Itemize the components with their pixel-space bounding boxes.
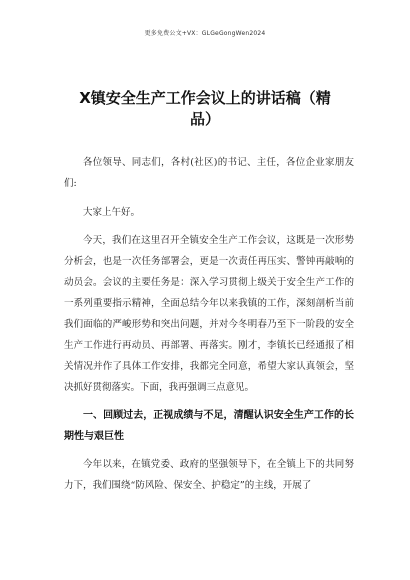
- section-1-paragraph: 今年以来，在镇党委、政府的坚强领导下，在全镇上下的共同努力下，我们围绕“防风险、保安全、护稳定”的主线，开展了: [64, 459, 354, 491]
- header-note: 更多免费公文+VX：GLGeGongWen2024: [144, 30, 266, 37]
- salutation-paragraph: 各位领导、同志们，各村(社区)的书记、主任，各位企业家朋友们:: [64, 157, 354, 189]
- document-body: [64, 152, 354, 496]
- section-1-heading: 一、回顾过去，正视成绩与不足，清醒认识安全生产工作的长期性与艰巨性: [64, 410, 354, 442]
- intro-paragraph: 今天，我们在这里召开全镇安全生产工作会议，这既是一次形势分析会，也是一次任务部署会，更是一次责任再压实、警钟再敲响的动员会。会议的主要任务是：深入学习贯彻上级关于安全生产工作的一系列重要指示精神，全面总结今年以来我镇的工作，深刻剖析当前我们面临的严峻形势和突出问题，并对今冬明春乃至下一阶段的安全生产工作进行再动员、再部署、再落实。刚才，李镇长已经通报了相关情况并作了具体工作安排，我都完全同意，希望大家认真领会，坚决抓好贯彻落实。下面，我再强调三点意见。: [64, 235, 354, 393]
- greeting-paragraph: 大家上午好。: [83, 207, 141, 218]
- document-title: X镇安全生产工作会议上的讲话稿（精品）: [79, 89, 331, 128]
